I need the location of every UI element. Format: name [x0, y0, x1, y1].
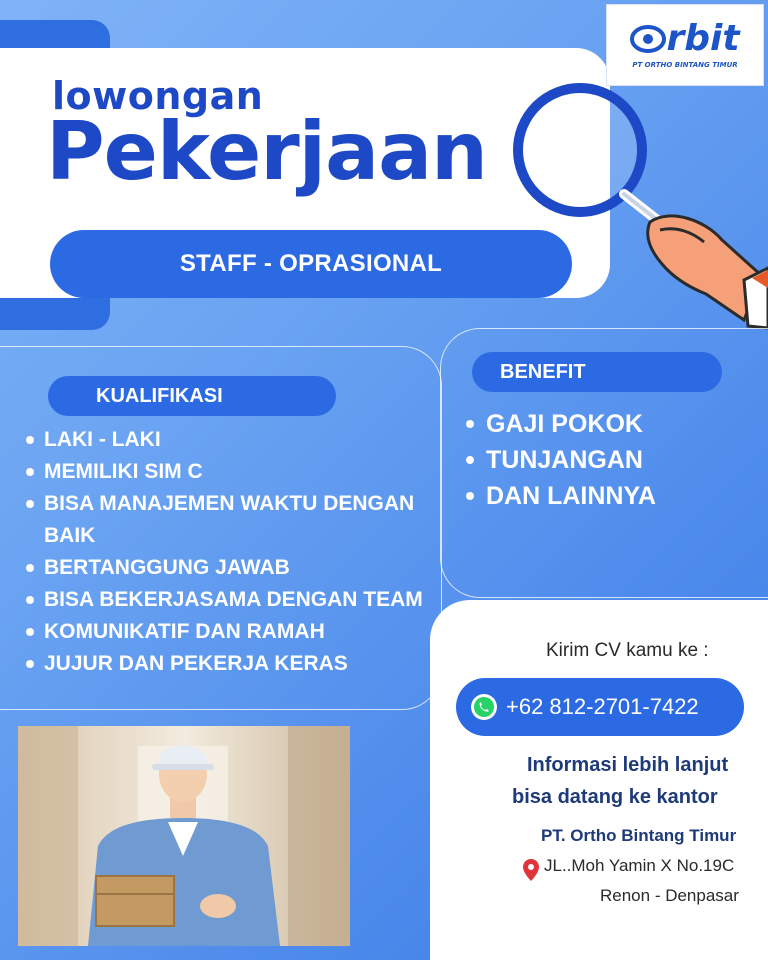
benefits-pill — [472, 352, 722, 392]
title-small: lowongan — [52, 74, 264, 118]
company-logo — [606, 4, 764, 86]
benefits-label: BENEFIT — [500, 360, 586, 383]
benefits-list — [464, 406, 754, 514]
position-pill — [50, 230, 572, 298]
qualifications-pill — [48, 376, 336, 416]
magnifying-glass-icon — [500, 80, 768, 340]
phone-pill[interactable] — [456, 678, 744, 736]
logo-word: rbit — [666, 18, 740, 59]
address-line-2: Renon - Denpasar — [600, 886, 739, 905]
list-item: BERTANGGUNG JAWAB — [24, 552, 436, 584]
list-item: GAJI POKOK — [464, 406, 754, 442]
qualifications-list — [24, 424, 436, 680]
list-item: KOMUNIKATIF DAN RAMAH — [24, 616, 436, 648]
list-item: TUNJANGAN — [464, 442, 754, 478]
cv-instruction: Kirim CV kamu ke : — [546, 640, 709, 661]
list-item: BISA BEKERJASAMA DENGAN TEAM — [24, 584, 436, 616]
info-line-2: bisa datang ke kantor — [512, 786, 718, 808]
whatsapp-icon — [470, 693, 498, 721]
address-line-1: JL..Moh Yamin X No.19C — [544, 856, 735, 875]
list-item: MEMILIKI SIM C — [24, 456, 436, 488]
logo-wordmark — [630, 18, 740, 59]
location-pin-icon — [522, 858, 540, 882]
title-big: Pekerjaan — [46, 105, 487, 198]
position-label: STAFF - OPRASIONAL — [179, 250, 443, 277]
info-line-1: Informasi lebih lanjut — [527, 754, 729, 776]
courier-photo — [18, 726, 350, 946]
logo-subtitle: PT ORTHO BINTANG TIMUR — [632, 61, 738, 69]
logo-orbit-icon — [630, 24, 666, 54]
list-item: JUJUR DAN PEKERJA KERAS — [24, 648, 436, 680]
phone-number[interactable]: +62 812-2701-7422 — [506, 694, 699, 719]
list-item: BISA MANAJEMEN WAKTU DENGAN BAIK — [24, 488, 436, 552]
list-item: DAN LAINNYA — [464, 478, 754, 514]
company-name: PT. Ortho Bintang Timur — [541, 826, 737, 845]
qualifications-label: KUALIFIKASI — [96, 384, 223, 407]
list-item: LAKI - LAKI — [24, 424, 436, 456]
